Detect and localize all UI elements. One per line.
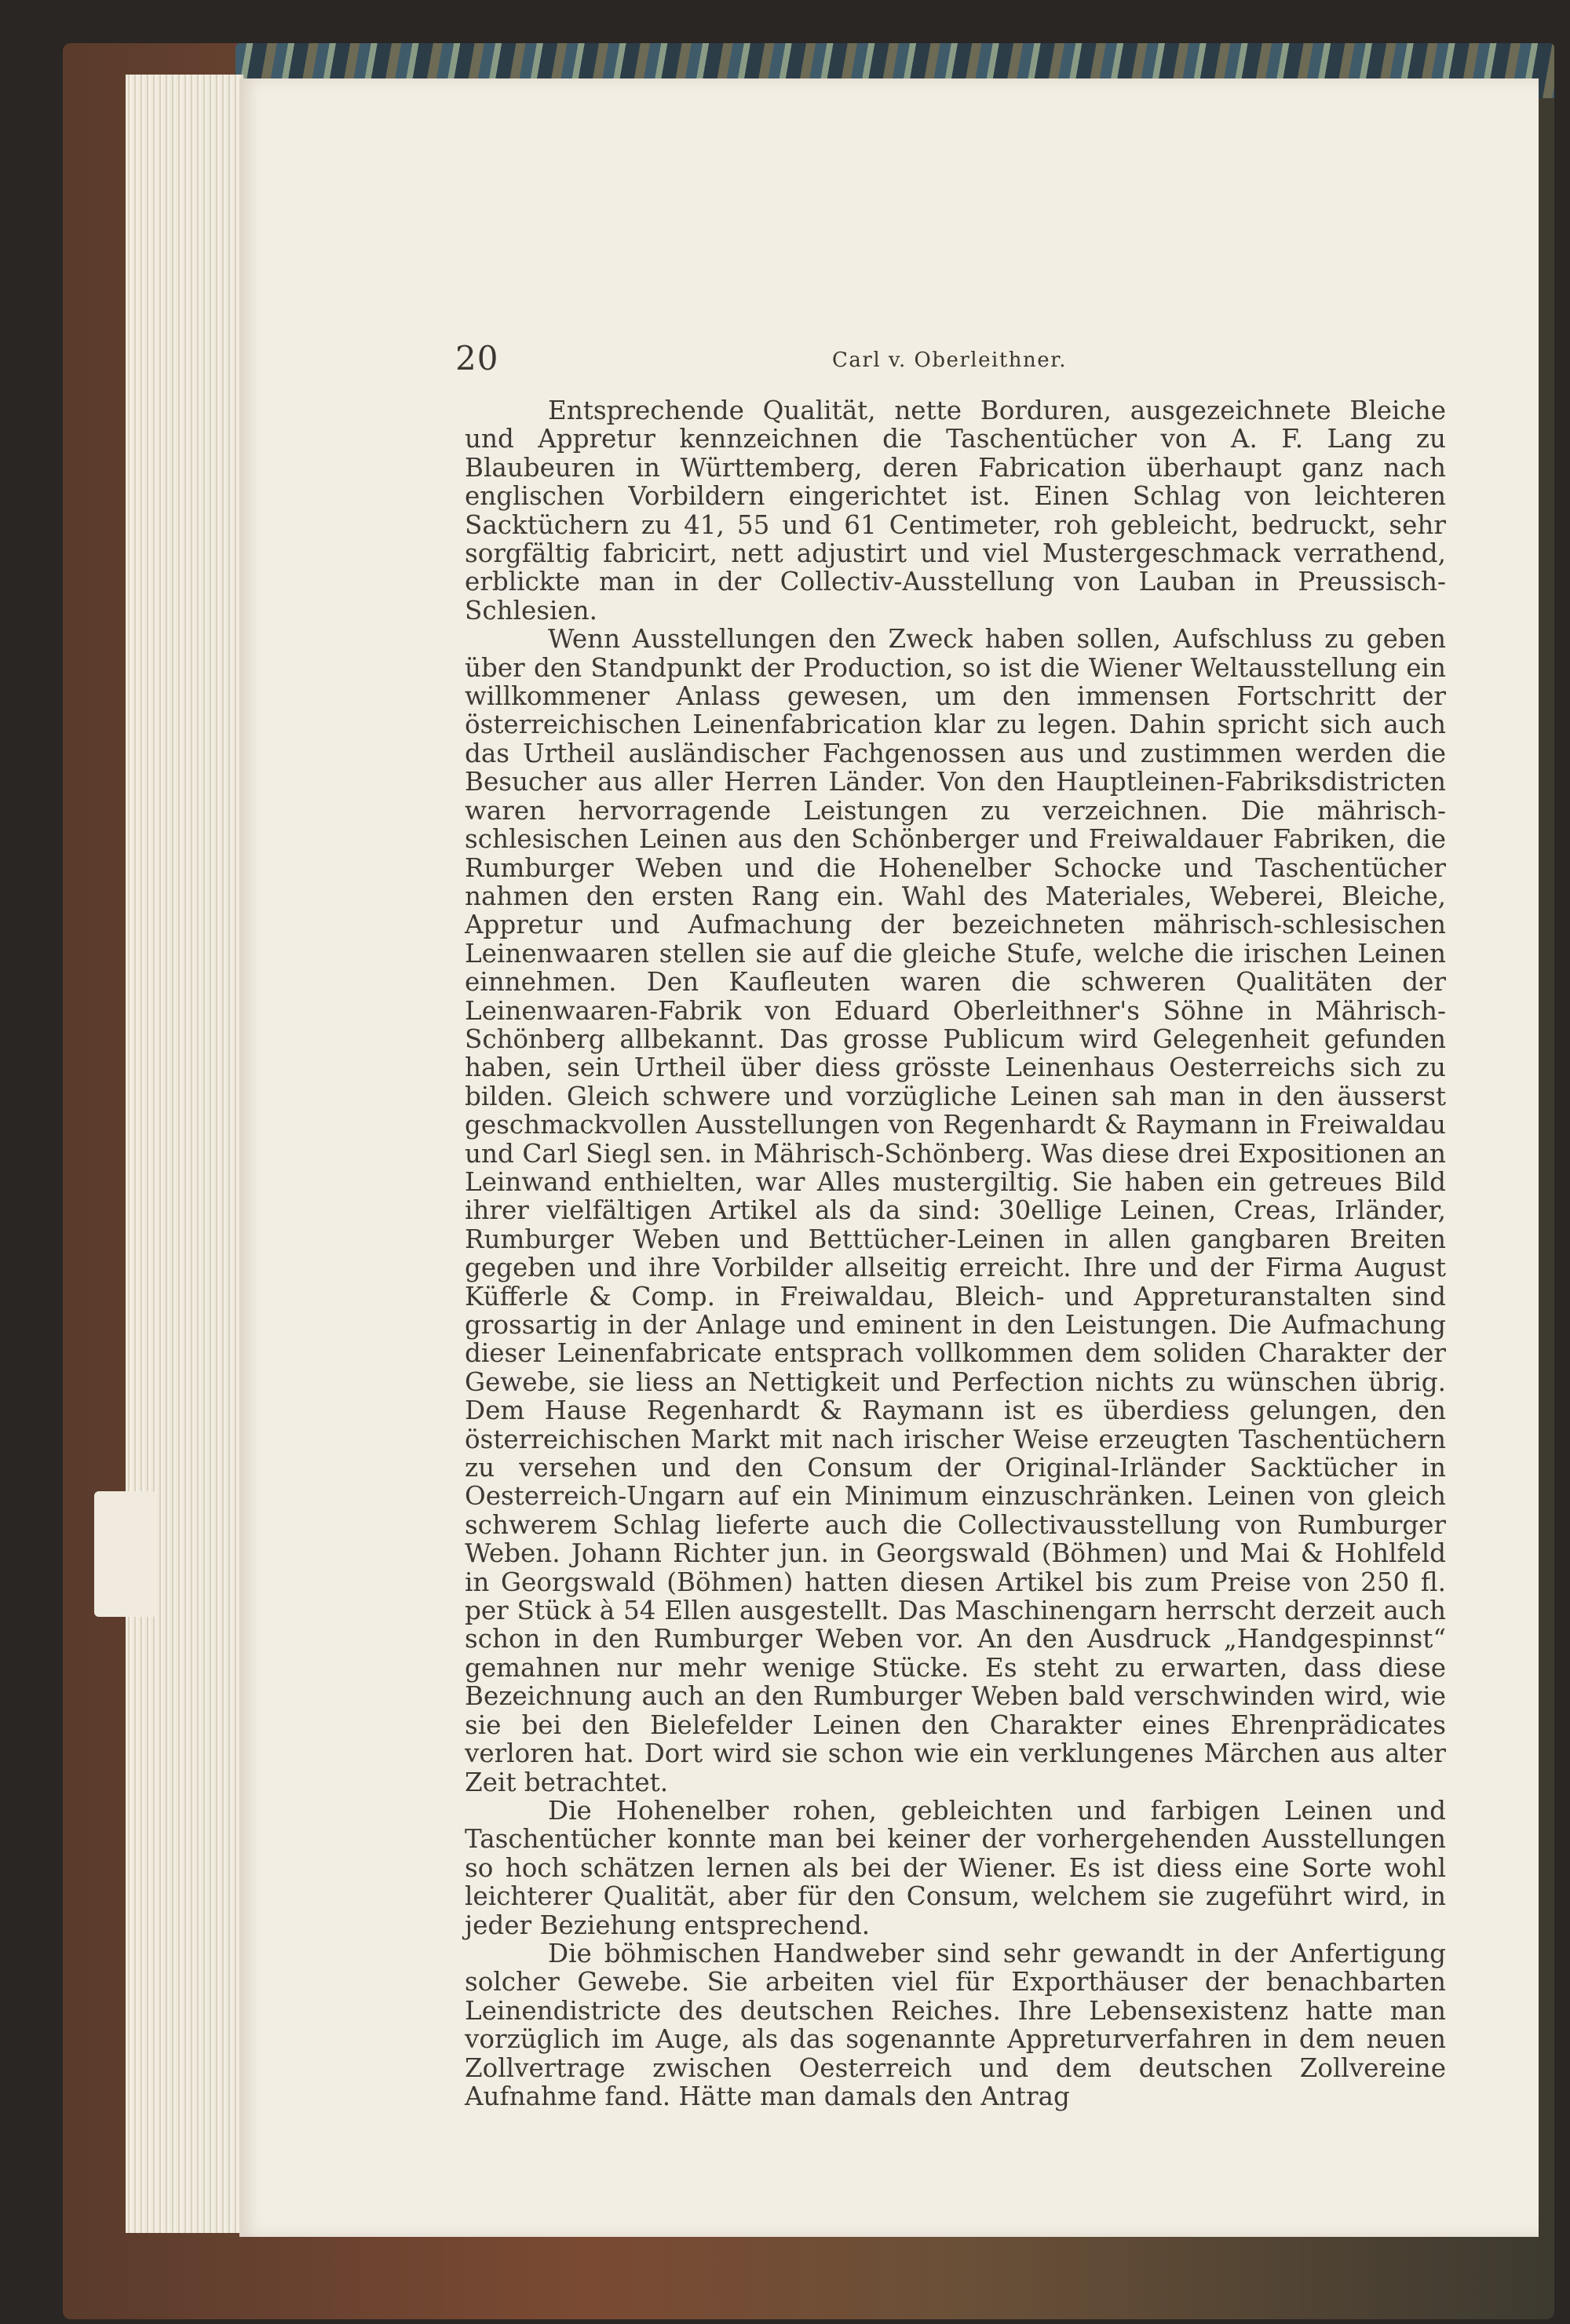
paragraph-3: Die Hohenelber rohen, gebleichten und farbigen Leinen und Taschentücher konnte man bei keiner der vorhergehenden Ausstellungen so hoch schätzen lernen als bei der Wiener. Es ist diess eine Sorte wohl leichterer Qualität, aber für den Consum, welchem sie zugeführt wird, in jeder Beziehung entsprechend.	[465, 1795, 1446, 1940]
page-header	[455, 339, 1429, 386]
body-text	[465, 396, 1446, 2111]
paragraph-2: Wenn Ausstellungen den Zweck haben sollen, Aufschluss zu geben über den Standpunkt der Production, so ist die Wiener Weltausstellung ein willkommener Anlass gewesen, um den immensen Fortschritt der österreichischen Leinenfabrication klar zu legen. Dahin spricht sich auch das Urtheil ausländischer Fachgenossen aus und zustimmen werden die Besucher aus aller Herren Länder. Von den Hauptleinen-Fabriksdistricten waren hervorragende Leistungen zu verzeichnen. Die mährisch-schlesischen Leinen aus den Schönberger und Freiwaldauer Fabriken, die Rumburger Weben und die Hohenelber Schocke und Taschentücher nahmen den ersten Rang ein. Wahl des Materiales, Weberei, Bleiche, Appretur und Aufmachung der bezeichneten mährisch-schlesischen Leinenwaaren stellen sie auf die gleiche Stufe, welche die irischen Leinen einnehmen. Den Kaufleuten waren die schweren Qualitäten der Leinenwaaren-Fabrik von Eduard Oberleithner's Söhne in Mährisch-Schönberg allbekannt. Das grosse Publicum wird Gelegenheit gefunden haben, sein Urtheil über diess grösste Leinenhaus Oesterreichs sich zu bilden. Gleich schwere und vorzügliche Leinen sah man in den äusserst geschmackvollen Ausstellungen von Regenhardt & Raymann in Freiwaldau und Carl Siegl sen. in Mährisch-Schönberg. Was diese drei Expositionen an Leinwand enthielten, war Alles mustergiltig. Sie haben ein getreues Bild ihrer vielfältigen Artikel als da sind: 30ellige Leinen, Creas, Irländer, Rumburger Weben und Betttücher-Leinen in allen gangbaren Breiten gegeben und ihre Vorbilder allseitig erreicht. Ihre und der Firma August Küfferle & Comp. in Freiwaldau, Bleich- und Appreturanstalten sind grossartig in der Anlage und eminent in den Leistungen. Die Aufmachung dieser Leinenfabricate entsprach vollkommen dem soliden Charakter der Gewebe, sie liess an Nettigkeit und Perfection nichts zu wünschen übrig. Dem Hause Regenhardt & Raymann ist es überdiess gelungen, den österreichischen Markt mit nach irischer Weise erzeugten Taschentüchern zu versehen und den Consum der Original-Irländer Sacktücher in Oesterreich-Ungarn auf ein Minimum einzuschränken. Leinen von gleich schwerem Schlag lieferte auch die Collectivausstellung von Rumburger Weben. Johann Richter jun. in Georgswald (Böhmen) und Mai & Hohlfeld in Georgswald (Böhmen) hatten diesen Artikel bis zum Preise von 250 fl. per Stück à 54 Ellen ausgestellt. Das Maschinengarn herrscht derzeit auch schon in den Rumburger Weben vor. An den Ausdruck „Handgespinnst“ gemahnen nur mehr wenige Stücke. Es steht zu erwarten, dass diese Bezeichnung auch an den Rumburger Weben bald verschwinden wird, wie sie bei den Bielefelder Leinen den Charakter eines Ehrenprädicates verloren hat. Dort wird sie schon wie ein verklungenes Märchen aus alter Zeit betrachtet.	[465, 624, 1446, 1797]
paragraph-1: Entsprechende Qualität, nette Borduren, ausgezeichnete Bleiche und Appretur kennzeichnen die Taschentücher von A. F. Lang zu Blaubeuren in Württemberg, deren Fabrication überhaupt ganz nach englischen Vorbildern eingerichtet ist. Einen Schlag von leichteren Sacktüchern zu 41, 55 und 61 Centimeter, roh gebleicht, bedruckt, sehr sorgfältig fabricirt, nett adjustirt und viel Mustergeschmack verrathend, erblickte man in der Collectiv-Ausstellung von Lauban in Preussisch-Schlesien.	[465, 396, 1446, 626]
page-edges	[126, 75, 243, 2233]
paper-tab	[94, 1491, 157, 1617]
paragraph-4: Die böhmischen Handweber sind sehr gewandt in der Anfertigung solcher Gewebe. Sie arbeiten viel für Exporthäuser der benachbarten Leinendistricte des deutschen Reiches. Ihre Lebensexistenz hatte man vorzüglich im Auge, als das sogenannte Appreturverfahren in dem neuen Zollvertrage zwischen Oesterreich und dem deutschen Zollvereine Aufnahme fand. Hätte man damals den Antrag	[465, 1938, 1446, 2111]
running-head: Carl v. Oberleithner.	[832, 348, 1067, 372]
page-number: 20	[455, 339, 499, 378]
